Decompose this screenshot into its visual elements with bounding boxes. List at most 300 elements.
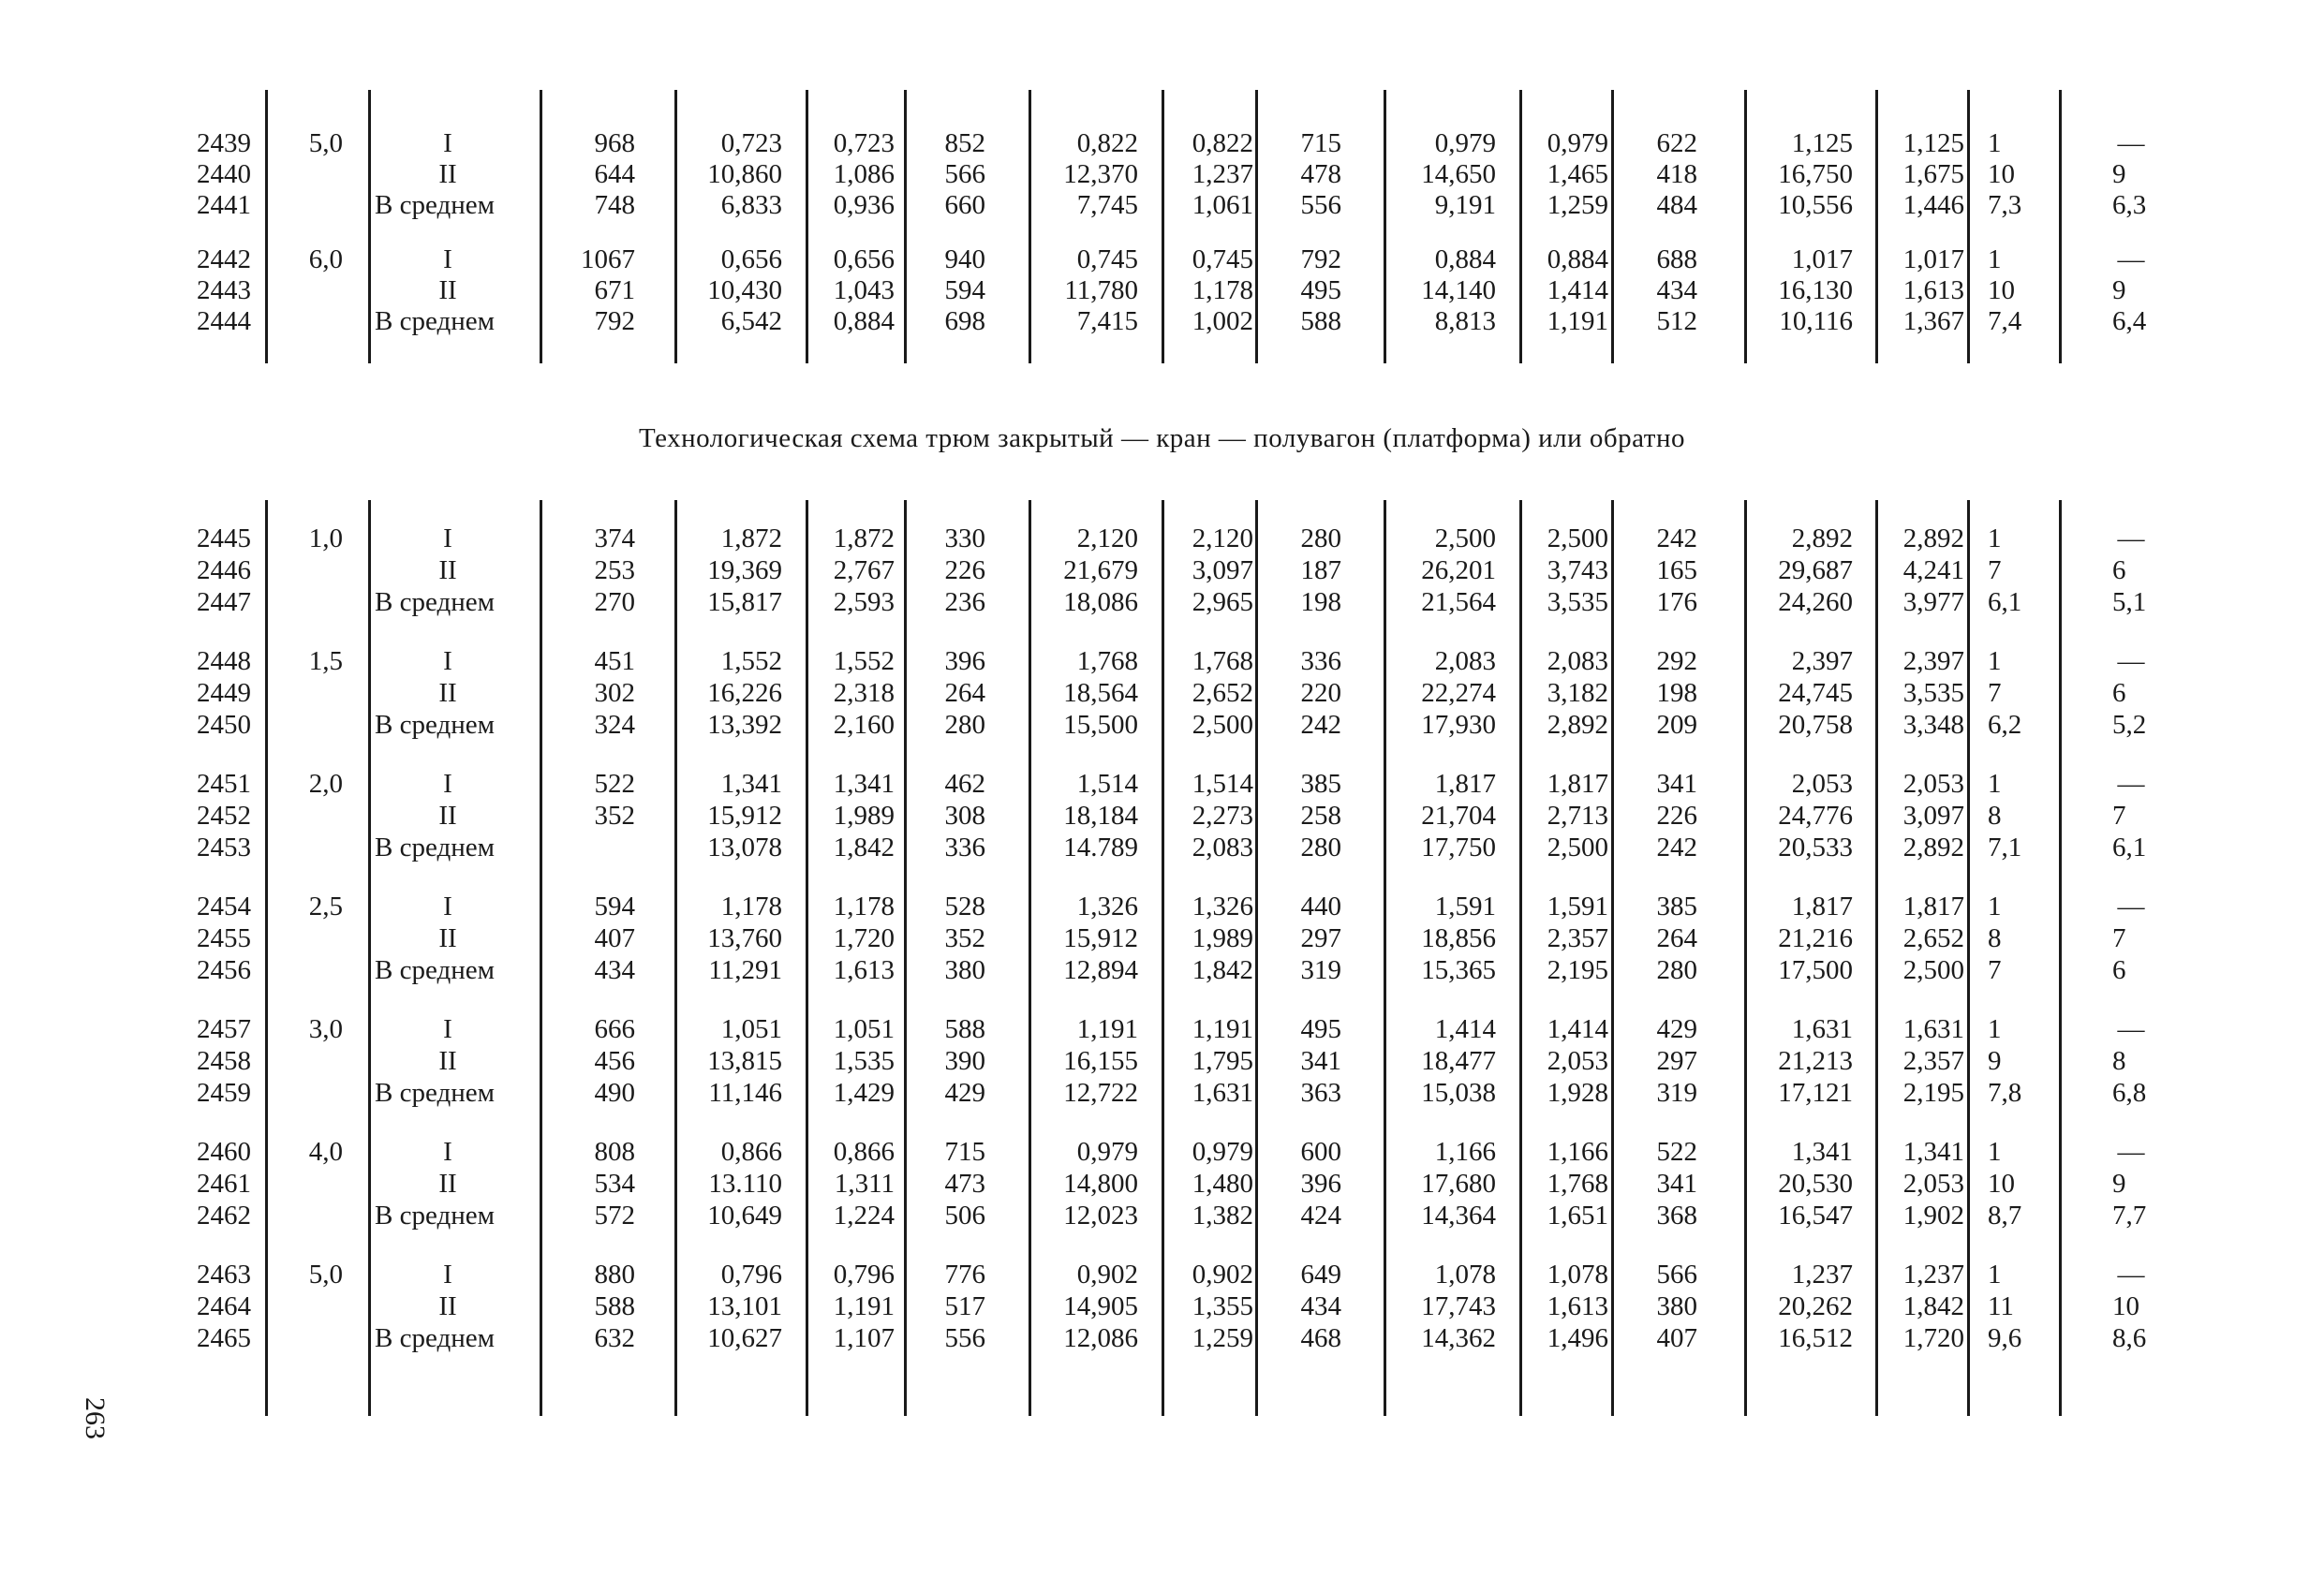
table-cell: 17,750 xyxy=(1421,833,1496,862)
depth-value: 2,5 xyxy=(308,892,343,921)
table-cell: 308 xyxy=(944,801,985,831)
table-cell: 484 xyxy=(1656,190,1697,220)
table-cell: 0,979 xyxy=(1547,128,1608,158)
table-cell: 396 xyxy=(1300,1169,1341,1199)
column-divider xyxy=(265,90,268,363)
table-cell: 1,429 xyxy=(833,1078,895,1108)
table-cell: 1067 xyxy=(581,244,635,274)
table-cell: 1,051 xyxy=(833,1014,895,1044)
row-category: I xyxy=(443,1137,452,1167)
table-cell: 198 xyxy=(1656,678,1697,708)
table-cell: 17,743 xyxy=(1421,1291,1496,1321)
table-cell: 10,627 xyxy=(707,1323,782,1353)
table-cell: 468 xyxy=(1300,1323,1341,1353)
table-cell: 6,2 xyxy=(1988,710,2022,740)
table-cell: 418 xyxy=(1656,159,1697,189)
table-cell: 517 xyxy=(944,1291,985,1321)
table-cell: 18,564 xyxy=(1063,678,1138,708)
table-cell: 0,866 xyxy=(833,1137,895,1167)
table-cell: 556 xyxy=(944,1323,985,1353)
table-cell: 390 xyxy=(944,1046,985,1076)
table-cell: 1,086 xyxy=(833,159,895,189)
row-number: 2453 xyxy=(197,833,251,862)
table-cell: 15,365 xyxy=(1421,955,1496,985)
table-cell: 21,213 xyxy=(1778,1046,1853,1076)
table-cell: 1,107 xyxy=(833,1323,895,1353)
table-cell: 280 xyxy=(1656,955,1697,985)
table-cell: 198 xyxy=(1300,587,1341,617)
table-cell: 0,884 xyxy=(833,306,895,336)
table-cell: 21,216 xyxy=(1778,923,1853,953)
column-divider xyxy=(1384,500,1386,1416)
column-divider xyxy=(1384,90,1386,363)
table-cell: 220 xyxy=(1300,678,1341,708)
table-cell: 715 xyxy=(944,1137,985,1167)
table-cell: 20,758 xyxy=(1778,710,1853,740)
table-cell: 12,894 xyxy=(1063,955,1138,985)
table-cell: 7,1 xyxy=(1988,833,2022,862)
table-cell: 506 xyxy=(944,1201,985,1231)
table-cell: 10,556 xyxy=(1778,190,1853,220)
table-cell: 7 xyxy=(1988,678,2002,708)
table-cell: 1,446 xyxy=(1902,190,1964,220)
row-number: 2440 xyxy=(197,159,251,189)
table-cell: 473 xyxy=(944,1169,985,1199)
table-cell: 19,369 xyxy=(707,555,782,585)
table-cell: 176 xyxy=(1656,587,1697,617)
column-divider xyxy=(1967,90,1970,363)
table-cell: 1,414 xyxy=(1547,1014,1608,1044)
table-cell: 380 xyxy=(944,955,985,985)
table-cell: 1 xyxy=(1988,244,2002,274)
table-cell: 792 xyxy=(594,306,635,336)
table-cell: 3,535 xyxy=(1547,587,1608,617)
table-cell: 319 xyxy=(1656,1078,1697,1108)
table-cell: 632 xyxy=(594,1323,635,1353)
table-cell: 880 xyxy=(594,1260,635,1290)
row-category: II xyxy=(438,159,457,189)
depth-value: 1,5 xyxy=(308,646,343,676)
table-cell: 2,357 xyxy=(1902,1046,1964,1076)
table-cell: 1,043 xyxy=(833,275,895,305)
page-number: 263 xyxy=(80,1397,111,1439)
table-cell: 7,7 xyxy=(2112,1201,2147,1231)
column-divider xyxy=(1162,500,1164,1416)
row-number: 2456 xyxy=(197,955,251,985)
table-cell: 588 xyxy=(594,1291,635,1321)
table-cell: — xyxy=(2117,646,2145,676)
table-cell: 2,120 xyxy=(1076,523,1138,553)
table-cell: 0,979 xyxy=(1192,1137,1253,1167)
table-cell: 14,364 xyxy=(1421,1201,1496,1231)
table-cell: 666 xyxy=(594,1014,635,1044)
table-cell: 1,125 xyxy=(1791,128,1853,158)
table-cell: 14,362 xyxy=(1421,1323,1496,1353)
table-cell: 1,237 xyxy=(1902,1260,1964,1290)
row-category: В среднем xyxy=(375,955,495,985)
row-number: 2449 xyxy=(197,678,251,708)
row-number: 2464 xyxy=(197,1291,251,1321)
table-cell: 1,631 xyxy=(1192,1078,1253,1108)
table-cell: 17,930 xyxy=(1421,710,1496,740)
table-cell: 1,872 xyxy=(720,523,782,553)
table-cell: 20,533 xyxy=(1778,833,1853,862)
table-cell: 226 xyxy=(944,555,985,585)
table-cell: 6 xyxy=(2112,955,2126,985)
table-cell: 18,477 xyxy=(1421,1046,1496,1076)
depth-value: 1,0 xyxy=(308,523,343,553)
table-cell: 10 xyxy=(1988,159,2015,189)
table-cell: 1,341 xyxy=(1902,1137,1964,1167)
row-category: В среднем xyxy=(375,1201,495,1231)
column-divider xyxy=(674,500,677,1416)
table-cell: 7,415 xyxy=(1076,306,1138,336)
table-cell: 1,259 xyxy=(1192,1323,1253,1353)
table-cell: 1,326 xyxy=(1192,892,1253,921)
column-divider xyxy=(1029,90,1031,363)
row-number: 2455 xyxy=(197,923,251,953)
table-cell: 2,397 xyxy=(1791,646,1853,676)
table-cell: 649 xyxy=(1300,1260,1341,1290)
column-divider xyxy=(806,90,808,363)
table-cell: 11,780 xyxy=(1064,275,1138,305)
table-cell: 1,720 xyxy=(1902,1323,1964,1353)
table-cell: 4,241 xyxy=(1902,555,1964,585)
table-cell: 1,341 xyxy=(833,769,895,799)
table-cell: 6,1 xyxy=(1988,587,2022,617)
table-cell: 15,500 xyxy=(1063,710,1138,740)
table-cell: 1,326 xyxy=(1076,892,1138,921)
table-cell: 374 xyxy=(594,523,635,553)
row-number: 2443 xyxy=(197,275,251,305)
table-cell: 187 xyxy=(1300,555,1341,585)
table-cell: 1 xyxy=(1988,1137,2002,1167)
table-cell: 226 xyxy=(1656,801,1697,831)
table-cell: 8,813 xyxy=(1434,306,1496,336)
table-cell: 1 xyxy=(1988,769,2002,799)
row-number: 2462 xyxy=(197,1201,251,1231)
column-divider xyxy=(265,500,268,1416)
table-cell: 644 xyxy=(594,159,635,189)
table-cell: 24,745 xyxy=(1778,678,1853,708)
table-cell: 1,675 xyxy=(1902,159,1964,189)
table-cell: 3,535 xyxy=(1902,678,1964,708)
table-cell: 1,002 xyxy=(1192,306,1253,336)
table-cell: 17,500 xyxy=(1778,955,1853,985)
table-cell: 1,795 xyxy=(1192,1046,1253,1076)
table-cell: 0,656 xyxy=(833,244,895,274)
table-cell: 2,500 xyxy=(1902,955,1964,985)
table-cell: 6,3 xyxy=(2112,190,2147,220)
table-cell: 352 xyxy=(944,923,985,953)
table-cell: 10 xyxy=(1988,275,2015,305)
table-cell: 280 xyxy=(1300,523,1341,553)
table-cell: — xyxy=(2117,892,2145,921)
table-cell: 512 xyxy=(1656,306,1697,336)
table-cell: 1,237 xyxy=(1791,1260,1853,1290)
table-cell: 1,928 xyxy=(1547,1078,1608,1108)
table-cell: 1,872 xyxy=(833,523,895,553)
table-cell: 13,815 xyxy=(707,1046,782,1076)
table-cell: 14,140 xyxy=(1421,275,1496,305)
table-cell: 1,591 xyxy=(1434,892,1496,921)
table-cell: 0,979 xyxy=(1434,128,1496,158)
table-cell: 528 xyxy=(944,892,985,921)
table-cell: 253 xyxy=(594,555,635,585)
table-cell: 14.789 xyxy=(1063,833,1138,862)
table-cell: 1,178 xyxy=(1192,275,1253,305)
table-cell: 12,370 xyxy=(1063,159,1138,189)
table-cell: 0,796 xyxy=(833,1260,895,1290)
table-cell: 0,979 xyxy=(1076,1137,1138,1167)
table-cell: 1,842 xyxy=(1902,1291,1964,1321)
column-divider xyxy=(1744,90,1747,363)
table-cell: 1,017 xyxy=(1791,244,1853,274)
row-number: 2457 xyxy=(197,1014,251,1044)
table-cell: 21,564 xyxy=(1421,587,1496,617)
row-category: I xyxy=(443,892,452,921)
table-cell: 10,649 xyxy=(707,1201,782,1231)
row-category: В среднем xyxy=(375,710,495,740)
table-cell: 0,936 xyxy=(833,190,895,220)
table-cell: 0,723 xyxy=(720,128,782,158)
table-cell: 456 xyxy=(594,1046,635,1076)
section-title: Технологическая схема трюм закрытый — кран — полувагон (платформа) или обратно xyxy=(639,423,1685,453)
table-cell: 319 xyxy=(1300,955,1341,985)
table-cell: 1,989 xyxy=(833,801,895,831)
table-cell: 7 xyxy=(1988,955,2002,985)
row-number: 2446 xyxy=(197,555,251,585)
table-cell: 495 xyxy=(1300,1014,1341,1044)
table-cell: 6,833 xyxy=(720,190,782,220)
table-cell: 1,768 xyxy=(1547,1169,1608,1199)
table-cell: 1,191 xyxy=(1192,1014,1253,1044)
table-cell: 600 xyxy=(1300,1137,1341,1167)
table-cell: 2,083 xyxy=(1192,833,1253,862)
table-cell: 13,392 xyxy=(707,710,782,740)
table-cell: 385 xyxy=(1300,769,1341,799)
table-cell: 18,086 xyxy=(1063,587,1138,617)
table-cell: 671 xyxy=(594,275,635,305)
table-cell: 0,884 xyxy=(1434,244,1496,274)
row-category: II xyxy=(438,555,457,585)
table-cell: 2,892 xyxy=(1902,833,1964,862)
table-cell: 336 xyxy=(1300,646,1341,676)
table-cell: 341 xyxy=(1300,1046,1341,1076)
table-cell: 2,357 xyxy=(1547,923,1608,953)
table-cell: 1,514 xyxy=(1192,769,1253,799)
table-cell: 1,817 xyxy=(1902,892,1964,921)
table-cell: 20,530 xyxy=(1778,1169,1853,1199)
row-category: II xyxy=(438,678,457,708)
row-category: I xyxy=(443,523,452,553)
row-number: 2452 xyxy=(197,801,251,831)
table-cell: 16,226 xyxy=(707,678,782,708)
row-number: 2451 xyxy=(197,769,251,799)
row-category: В среднем xyxy=(375,306,495,336)
row-category: II xyxy=(438,1169,457,1199)
row-number: 2448 xyxy=(197,646,251,676)
table-cell: 7 xyxy=(2112,923,2126,953)
table-cell: 1,817 xyxy=(1547,769,1608,799)
table-cell: 336 xyxy=(944,833,985,862)
table-cell: 594 xyxy=(944,275,985,305)
table-cell: 1,259 xyxy=(1547,190,1608,220)
table-cell: 1,078 xyxy=(1434,1260,1496,1290)
table-cell: 2,500 xyxy=(1547,523,1608,553)
table-cell: 24,260 xyxy=(1778,587,1853,617)
row-number: 2439 xyxy=(197,128,251,158)
table-cell: 688 xyxy=(1656,244,1697,274)
table-cell: 6 xyxy=(2112,555,2126,585)
table-cell: 1,552 xyxy=(720,646,782,676)
table-cell: 2,160 xyxy=(833,710,895,740)
table-cell: 0,656 xyxy=(720,244,782,274)
table-cell: 264 xyxy=(1656,923,1697,953)
table-cell: 2,083 xyxy=(1434,646,1496,676)
table-cell: 14,905 xyxy=(1063,1291,1138,1321)
row-category: I xyxy=(443,1014,452,1044)
table-cell: 1 xyxy=(1988,892,2002,921)
column-divider xyxy=(1611,90,1614,363)
table-cell: 6,8 xyxy=(2112,1078,2147,1108)
table-cell: 1,191 xyxy=(1547,306,1608,336)
table-cell: 8,7 xyxy=(1988,1201,2022,1231)
table-cell: 5,1 xyxy=(2112,587,2147,617)
table-cell: 1,902 xyxy=(1902,1201,1964,1231)
table-cell: 7 xyxy=(1988,555,2002,585)
table-cell: 9,191 xyxy=(1434,190,1496,220)
table-cell: 0,822 xyxy=(1192,128,1253,158)
row-number: 2444 xyxy=(197,306,251,336)
column-divider xyxy=(1255,500,1258,1416)
row-category: В среднем xyxy=(375,833,495,862)
table-cell: 0,866 xyxy=(720,1137,782,1167)
table-cell: 280 xyxy=(944,710,985,740)
row-number: 2441 xyxy=(197,190,251,220)
table-cell: 18,856 xyxy=(1421,923,1496,953)
table-cell: 1,166 xyxy=(1434,1137,1496,1167)
column-divider xyxy=(904,90,907,363)
table-cell: 1,535 xyxy=(833,1046,895,1076)
table-cell: 1,078 xyxy=(1547,1260,1608,1290)
table-cell: 13,760 xyxy=(707,923,782,953)
table-cell: 7,3 xyxy=(1988,190,2022,220)
table-cell: 1,178 xyxy=(833,892,895,921)
table-cell: 6 xyxy=(2112,678,2126,708)
table-cell: 1,224 xyxy=(833,1201,895,1231)
column-divider xyxy=(1519,90,1522,363)
table-cell: 16,750 xyxy=(1778,159,1853,189)
table-cell: 1,591 xyxy=(1547,892,1608,921)
table-cell: 429 xyxy=(944,1078,985,1108)
table-cell: 2,083 xyxy=(1547,646,1608,676)
table-cell: 13.110 xyxy=(708,1169,782,1199)
table-cell: 15,817 xyxy=(707,587,782,617)
table-cell: 2,053 xyxy=(1902,1169,1964,1199)
table-cell: 1,842 xyxy=(833,833,895,862)
table-cell: 434 xyxy=(1300,1291,1341,1321)
table-cell: 1,631 xyxy=(1902,1014,1964,1044)
table-cell: — xyxy=(2117,1137,2145,1167)
row-category: В среднем xyxy=(375,190,495,220)
table-cell: 407 xyxy=(594,923,635,953)
table-cell: 2,500 xyxy=(1547,833,1608,862)
row-number: 2450 xyxy=(197,710,251,740)
row-number: 2447 xyxy=(197,587,251,617)
table-cell: — xyxy=(2117,128,2145,158)
table-cell: 9 xyxy=(2112,159,2126,189)
row-category: II xyxy=(438,801,457,831)
column-divider xyxy=(1875,90,1878,363)
table-cell: 8,6 xyxy=(2112,1323,2147,1353)
table-cell: 3,097 xyxy=(1192,555,1253,585)
table-cell: 297 xyxy=(1656,1046,1697,1076)
table-cell: 3,348 xyxy=(1902,710,1964,740)
table-cell: 1,989 xyxy=(1192,923,1253,953)
table-cell: 1,382 xyxy=(1192,1201,1253,1231)
table-cell: 1,480 xyxy=(1192,1169,1253,1199)
table-cell: 434 xyxy=(594,955,635,985)
row-category: II xyxy=(438,275,457,305)
row-number: 2463 xyxy=(197,1260,251,1290)
table-cell: 1,613 xyxy=(1547,1291,1608,1321)
table-cell: 566 xyxy=(1656,1260,1697,1290)
table-cell: 13,101 xyxy=(707,1291,782,1321)
table-cell: 17,121 xyxy=(1778,1078,1853,1108)
table-cell: 15,912 xyxy=(707,801,782,831)
table-cell: 434 xyxy=(1656,275,1697,305)
table-cell: 1 xyxy=(1988,646,2002,676)
table-cell: 1,355 xyxy=(1192,1291,1253,1321)
row-number: 2460 xyxy=(197,1137,251,1167)
table-cell: 7,745 xyxy=(1076,190,1138,220)
table-cell: 12,086 xyxy=(1063,1323,1138,1353)
table-cell: 522 xyxy=(1656,1137,1697,1167)
table-cell: 1,414 xyxy=(1547,275,1608,305)
table-cell: 1,191 xyxy=(833,1291,895,1321)
table-cell: 1,367 xyxy=(1902,306,1964,336)
table-cell: 1,768 xyxy=(1192,646,1253,676)
row-number: 2445 xyxy=(197,523,251,553)
table-cell: 292 xyxy=(1656,646,1697,676)
table-cell: 588 xyxy=(1300,306,1341,336)
table-cell: 1,465 xyxy=(1547,159,1608,189)
table-cell: 1,631 xyxy=(1791,1014,1853,1044)
column-divider xyxy=(1744,500,1747,1416)
table-cell: 1,311 xyxy=(834,1169,895,1199)
table-cell: 14,800 xyxy=(1063,1169,1138,1199)
table-cell: 490 xyxy=(594,1078,635,1108)
table-cell: 478 xyxy=(1300,159,1341,189)
table-cell: 242 xyxy=(1300,710,1341,740)
table-cell: 1,125 xyxy=(1902,128,1964,158)
table-cell: 660 xyxy=(944,190,985,220)
table-cell: 20,262 xyxy=(1778,1291,1853,1321)
table-cell: 9 xyxy=(2112,275,2126,305)
table-cell: 8 xyxy=(2112,1046,2126,1076)
table-cell: 9 xyxy=(1988,1046,2002,1076)
table-cell: 1,817 xyxy=(1791,892,1853,921)
row-category: I xyxy=(443,128,452,158)
table-cell: 26,201 xyxy=(1421,555,1496,585)
table-cell: 2,892 xyxy=(1547,710,1608,740)
table-cell: 258 xyxy=(1300,801,1341,831)
table-cell: 852 xyxy=(944,128,985,158)
table-cell: 2,053 xyxy=(1791,769,1853,799)
table-cell: 495 xyxy=(1300,275,1341,305)
table-cell: 15,912 xyxy=(1063,923,1138,953)
